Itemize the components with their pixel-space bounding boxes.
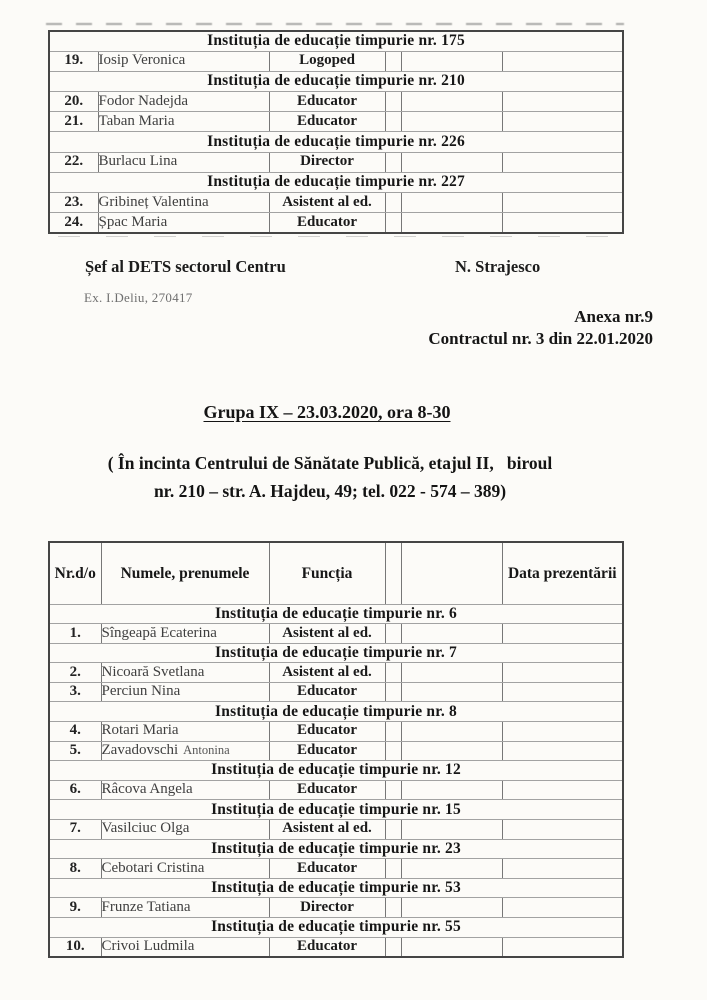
institution-header-row [49, 172, 623, 192]
person-function: Logoped [269, 51, 385, 71]
person-name-cell [101, 624, 269, 644]
institution-header-row [49, 702, 623, 722]
person-row [49, 741, 623, 761]
annex-title: Anexa nr.9 [574, 307, 653, 326]
table-header-row [49, 542, 623, 604]
person-function: Educator [269, 937, 385, 957]
institution-label: Instituția de educație timpurie nr. 15 [49, 800, 623, 820]
person-name-suffix: Antonina [183, 743, 230, 758]
blank-cell [401, 51, 502, 71]
blank-narrow-cell [385, 213, 401, 233]
location-line1: ( În incinta Centrului de Sănătate Publică, etajul II, biroul [107, 453, 553, 473]
blank-narrow-cell [385, 722, 401, 742]
blank-narrow-cell [385, 937, 401, 957]
institution-label: Instituția de educație timpurie nr. 55 [49, 918, 623, 938]
blank-narrow-cell [385, 92, 401, 112]
person-name-cell [101, 780, 269, 800]
person-row [49, 663, 623, 683]
person-name-cell [101, 820, 269, 840]
blank-cell [401, 152, 502, 172]
annex-block [428, 306, 653, 349]
person-name: Rotari Maria [101, 722, 179, 739]
blank-narrow-cell [385, 663, 401, 683]
row-number: 2. [49, 663, 101, 683]
row-number: 8. [49, 859, 101, 879]
institution-header-row [49, 604, 623, 624]
row-number: 20. [49, 92, 98, 112]
row-number: 19. [49, 51, 98, 71]
person-row [49, 937, 623, 957]
institution-header-row [49, 71, 623, 91]
institution-header-row [49, 918, 623, 938]
person-name: Crivoi Ludmila [101, 937, 195, 954]
person-name: Perciun Nina [101, 683, 181, 700]
person-function: Asistent al ed. [269, 820, 385, 840]
roster-table-main [48, 541, 624, 958]
blank-narrow-cell [385, 152, 401, 172]
person-name-cell [98, 112, 269, 132]
person-row [49, 820, 623, 840]
blank-narrow-cell [385, 51, 401, 71]
col-header-nr: Nr.d/o [49, 542, 101, 604]
blank-narrow-cell [385, 741, 401, 761]
person-name: Vasilciuc Olga [101, 820, 190, 837]
person-name-cell [98, 193, 269, 213]
person-function: Director [269, 898, 385, 918]
row-number: 7. [49, 820, 101, 840]
date-cell [502, 624, 623, 644]
group-heading: Grupa IX – 23.03.2020, ora 8-30 [203, 402, 451, 422]
person-function: Director [269, 152, 385, 172]
person-row [49, 859, 623, 879]
person-name-cell [98, 152, 269, 172]
institution-label: Instituția de educație timpurie nr. 210 [49, 71, 623, 91]
person-name-cell [98, 213, 269, 233]
person-name: Zavadovschi [101, 742, 179, 759]
location-line2: nr. 210 – str. A. Hajdeu, 49; tel. 022 - 574 – 389) [153, 481, 507, 501]
date-cell [502, 780, 623, 800]
person-name: Gribineț Valentina [98, 193, 209, 210]
institution-label: Instituția de educație timpurie nr. 12 [49, 761, 623, 781]
col-header-date: Data prezentării [502, 542, 623, 604]
row-number: 1. [49, 624, 101, 644]
date-cell [502, 820, 623, 840]
person-name-cell [101, 722, 269, 742]
date-cell [502, 92, 623, 112]
person-name: Taban Maria [98, 112, 175, 129]
institution-header-row [49, 761, 623, 781]
row-number: 9. [49, 898, 101, 918]
institution-header-row [49, 800, 623, 820]
person-function: Asistent al ed. [269, 663, 385, 683]
date-cell [502, 51, 623, 71]
person-name-cell [98, 92, 269, 112]
person-name: Iosip Veronica [98, 52, 186, 69]
row-number: 24. [49, 213, 98, 233]
person-function: Educator [269, 859, 385, 879]
row-number: 21. [49, 112, 98, 132]
blank-narrow-cell [385, 898, 401, 918]
person-function: Educator [269, 722, 385, 742]
person-row [49, 213, 623, 233]
institution-label: Instituția de educație timpurie nr. 23 [49, 839, 623, 859]
person-row [49, 112, 623, 132]
person-function: Educator [269, 780, 385, 800]
blank-cell [401, 859, 502, 879]
person-function: Asistent al ed. [269, 193, 385, 213]
institution-label: Instituția de educație timpurie nr. 227 [49, 172, 623, 192]
person-name-cell [101, 682, 269, 702]
person-name-cell [98, 51, 269, 71]
col-header-function: Funcția [269, 542, 385, 604]
blank-cell [401, 624, 502, 644]
date-cell [502, 112, 623, 132]
person-name-cell [101, 663, 269, 683]
person-function: Educator [269, 741, 385, 761]
blank-narrow-cell [385, 859, 401, 879]
blank-narrow-cell [385, 193, 401, 213]
institution-label: Instituția de educație timpurie nr. 7 [49, 643, 623, 663]
date-cell [502, 722, 623, 742]
blank-cell [401, 193, 502, 213]
person-row [49, 898, 623, 918]
date-cell [502, 193, 623, 213]
institution-header-row [49, 643, 623, 663]
blank-cell [401, 112, 502, 132]
annex-contract-line: Contractul nr. 3 din 22.01.2020 [428, 328, 653, 348]
row-number: 6. [49, 780, 101, 800]
person-name: Fodor Nadejda [98, 92, 189, 109]
row-number: 23. [49, 193, 98, 213]
person-name: Nicoară Svetlana [101, 663, 205, 680]
institution-label: Instituția de educație timpurie nr. 175 [49, 31, 623, 51]
signatory-name: N. Strajesco [455, 257, 541, 276]
person-name-cell [101, 741, 269, 761]
person-row [49, 152, 623, 172]
person-name-cell [101, 937, 269, 957]
date-cell [502, 741, 623, 761]
institution-header-row [49, 31, 623, 51]
institution-label: Instituția de educație timpurie nr. 8 [49, 702, 623, 722]
person-function: Educator [269, 213, 385, 233]
scan-artifact [46, 23, 624, 25]
person-function: Educator [269, 92, 385, 112]
person-name-cell [101, 859, 269, 879]
date-cell [502, 682, 623, 702]
blank-narrow-cell [385, 682, 401, 702]
blank-cell [401, 92, 502, 112]
date-cell [502, 898, 623, 918]
blank-narrow-cell [385, 780, 401, 800]
person-row [49, 51, 623, 71]
person-row [49, 722, 623, 742]
date-cell [502, 213, 623, 233]
institution-header-row [49, 839, 623, 859]
person-name: Cebotari Cristina [101, 859, 205, 876]
blank-narrow-cell [385, 820, 401, 840]
location-block [0, 449, 660, 505]
institution-label: Instituția de educație timpurie nr. 6 [49, 604, 623, 624]
person-row [49, 624, 623, 644]
person-name: Șpac Maria [98, 213, 168, 230]
blank-cell [401, 213, 502, 233]
date-cell [502, 152, 623, 172]
executor-note: Ex. I.Deliu, 270417 [84, 290, 193, 305]
blank-cell [401, 898, 502, 918]
person-function: Asistent al ed. [269, 624, 385, 644]
row-number: 3. [49, 682, 101, 702]
row-number: 5. [49, 741, 101, 761]
person-row [49, 682, 623, 702]
col-header-blank-narrow [385, 542, 401, 604]
blank-cell [401, 663, 502, 683]
person-function: Educator [269, 112, 385, 132]
col-header-name: Numele, prenumele [101, 542, 269, 604]
date-cell [502, 937, 623, 957]
blank-cell [401, 937, 502, 957]
person-name: Sîngeapă Ecaterina [101, 624, 217, 641]
person-name: Frunze Tatiana [101, 898, 191, 915]
row-number: 22. [49, 152, 98, 172]
person-name: Râcova Angela [101, 781, 193, 798]
roster-table-upper [48, 30, 624, 234]
person-row [49, 92, 623, 112]
institution-label: Instituția de educație timpurie nr. 226 [49, 132, 623, 152]
blank-cell [401, 722, 502, 742]
scan-artifact [58, 236, 614, 237]
blank-cell [401, 820, 502, 840]
col-header-blank [401, 542, 502, 604]
person-row [49, 193, 623, 213]
blank-cell [401, 682, 502, 702]
person-name: Burlacu Lina [98, 153, 178, 170]
blank-narrow-cell [385, 624, 401, 644]
date-cell [502, 663, 623, 683]
person-row [49, 780, 623, 800]
blank-cell [401, 780, 502, 800]
person-name-cell [101, 898, 269, 918]
date-cell [502, 859, 623, 879]
blank-narrow-cell [385, 112, 401, 132]
institution-label: Instituția de educație timpurie nr. 53 [49, 878, 623, 898]
blank-cell [401, 741, 502, 761]
signatory-role: Șef al DETS sectorul Centru [85, 257, 286, 276]
institution-header-row [49, 878, 623, 898]
institution-header-row [49, 132, 623, 152]
row-number: 10. [49, 937, 101, 957]
row-number: 4. [49, 722, 101, 742]
person-function: Educator [269, 682, 385, 702]
